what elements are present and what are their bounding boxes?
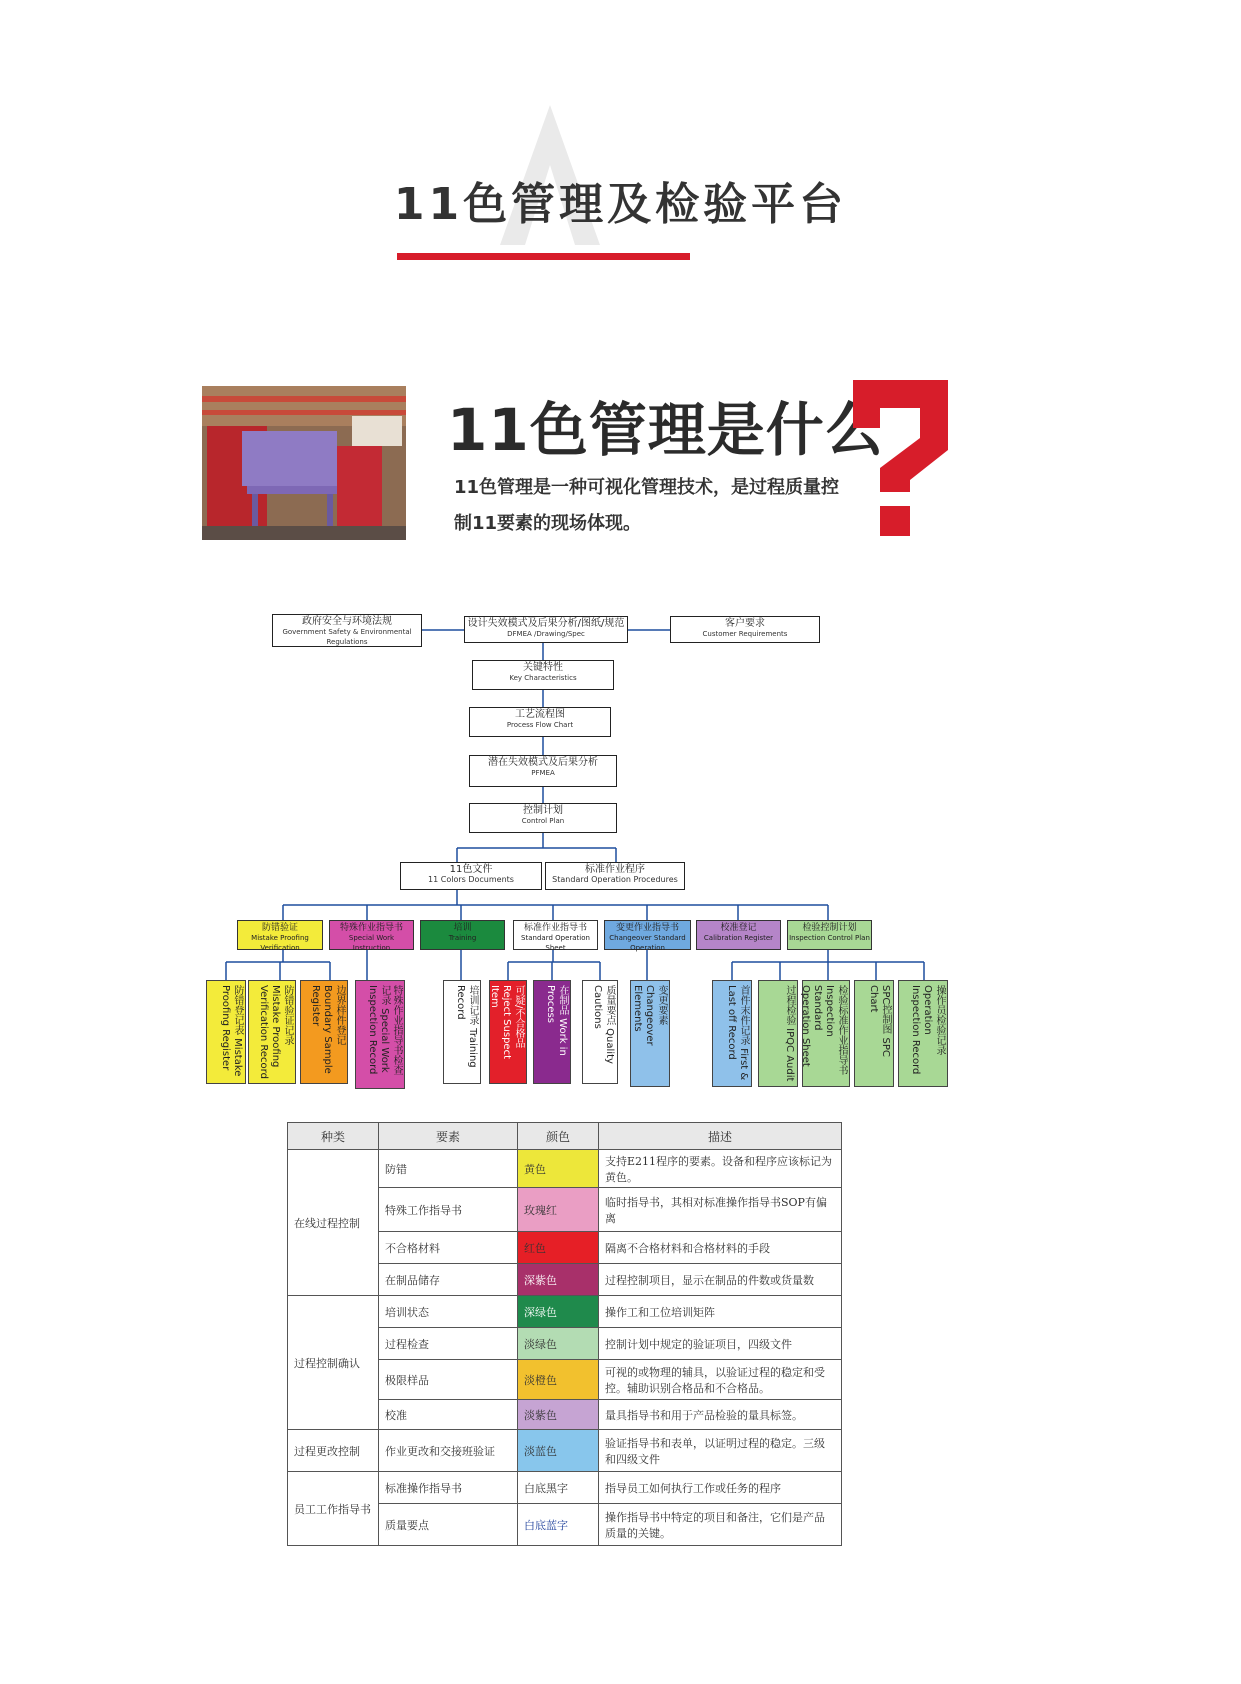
eleven-color-table [287, 1122, 842, 1546]
category-changeover [604, 920, 691, 950]
leaf-boundary-sample: 边界样件登记 Boundary Sample Register [300, 980, 348, 1084]
leaf-changeover-elements: 变更要素 Changeover Elements [630, 980, 670, 1087]
category-inspection-plan [787, 920, 872, 950]
leaf-reject-suspect: 可疑/不合格品 Reject Suspect Item [489, 980, 527, 1084]
category-special-work [329, 920, 414, 950]
leaf-special-work-record: 特殊作业指导书检查记录 Special Work Inspection Record [355, 980, 405, 1089]
category-cell: 过程更改控制 [288, 1430, 379, 1472]
table-row [288, 1150, 842, 1188]
header-element: 要素 [379, 1123, 518, 1150]
desc-cell: 控制计划中规定的验证项目，四级文件 [599, 1328, 842, 1360]
category-cn: 标准作业指导书 [523, 923, 587, 933]
element-cell: 质量要点 [379, 1504, 518, 1546]
flow-box-11-colors [400, 862, 542, 890]
flow-box-en: Standard Operation Procedures [552, 875, 678, 884]
leaf-ipqc-audit: 过程检验 IPQC Audit [758, 980, 798, 1087]
category-cell: 过程控制确认 [288, 1296, 379, 1430]
flow-box-cn: 客户要求 [725, 618, 765, 629]
flow-box-en: Government Safety & Environmental Regulations [282, 628, 412, 646]
category-cn: 特殊作业指导书 [339, 923, 403, 933]
category-cn: 检验控制计划 [802, 923, 857, 933]
flow-box-sop [545, 862, 685, 890]
category-cell: 员工工作指导书 [288, 1472, 379, 1546]
leaf-first-last-off: 首件末件记录 First & Last off Record [712, 980, 752, 1087]
color-cell: 深紫色 [518, 1264, 599, 1296]
leaf-inspection-sos: 检验标准作业指导书 Inspection Standard Operation Sheet [802, 980, 850, 1087]
element-cell: 培训状态 [379, 1296, 518, 1328]
header-description: 描述 [599, 1123, 842, 1150]
category-en: Standard Operation Sheet [521, 934, 590, 952]
desc-cell: 可视的或物理的辅具，以验证过程的稳定和受控。辅助识别合格品和不合格品。 [599, 1360, 842, 1400]
category-cn: 变更作业指导书 [615, 923, 679, 933]
flow-box-cn: 设计失效模式及后果分析/图纸/规范 [467, 618, 625, 629]
element-cell: 极限样品 [379, 1360, 518, 1400]
header-color: 颜色 [518, 1123, 599, 1150]
flow-box-gov-regulations [272, 614, 422, 647]
desc-cell: 支持E211程序的要素。设备和程序应该标记为黄色。 [599, 1150, 842, 1188]
desc-cell: 验证指导书和表单，以证明过程的稳定。三级和四级文件 [599, 1430, 842, 1472]
desc-cell: 量具指导书和用于产品检验的量具标签。 [599, 1400, 842, 1430]
table-header-row [288, 1123, 842, 1150]
element-cell: 作业更改和交接班验证 [379, 1430, 518, 1472]
flow-box-en: Process Flow Chart [506, 721, 574, 729]
desc-cell: 指导员工如何执行工作或任务的程序 [599, 1472, 842, 1504]
desc-cell: 操作指导书中特定的项目和备注，它们是产品质量的关键。 [599, 1504, 842, 1546]
category-cn: 培训 [453, 923, 472, 933]
leaf-operation-inspection: 操作员检验记录 Operation Inspection Record [898, 980, 948, 1087]
color-cell: 淡紫色 [518, 1400, 599, 1430]
category-en: Inspection Control Plan [789, 934, 870, 942]
element-cell: 防错 [379, 1150, 518, 1188]
flow-box-process-flow [469, 707, 611, 737]
intro-text: 11色管理是一种可视化管理技术，是过程质量控制11要素的现场体现。 [454, 477, 840, 534]
desc-cell: 过程控制项目，显示在制品的件数或货量数 [599, 1264, 842, 1296]
flow-box-cn: 11色文件 [449, 864, 493, 875]
leaf-work-in-process: 在制品 Work in Process [533, 980, 571, 1084]
category-cn: 防错验证 [261, 923, 298, 933]
category-en: Special Work Instruction [348, 934, 395, 952]
category-en: Calibration Register [703, 934, 774, 942]
category-en: Changeover Standard Operation [609, 934, 686, 952]
element-cell: 校准 [379, 1400, 518, 1430]
color-cell: 淡绿色 [518, 1328, 599, 1360]
table-row [288, 1296, 842, 1328]
flow-box-en: DFMEA /Drawing/Spec [507, 630, 585, 638]
category-en: Mistake Proofing Verification [251, 934, 309, 952]
flow-box-cn: 政府安全与环境法规 [302, 616, 392, 627]
color-cell: 白底黑字 [518, 1472, 599, 1504]
category-training [420, 920, 505, 950]
category-standard-operation [513, 920, 598, 950]
color-cell: 黄色 [518, 1150, 599, 1188]
category-cell: 在线过程控制 [288, 1150, 379, 1296]
category-cn: 校准登记 [720, 923, 757, 933]
leaf-mistake-proofing-register: 防错登记表 Mistake Proofing Register [206, 980, 246, 1084]
flow-box-cn: 标准作业程序 [585, 864, 645, 875]
element-cell: 特殊工作指导书 [379, 1188, 518, 1232]
flow-box-cn: 潜在失效模式及后果分析 [488, 757, 598, 768]
header-category: 种类 [288, 1123, 379, 1150]
flow-box-dfmea [464, 616, 628, 643]
desc-cell: 临时指导书，其相对标准操作指导书SOP有偏离 [599, 1188, 842, 1232]
element-cell: 标准操作指导书 [379, 1472, 518, 1504]
table-row [288, 1430, 842, 1472]
leaf-training-record: 培训记录 Training Record [443, 980, 481, 1084]
flow-box-en: Customer Requirements [702, 630, 788, 638]
flow-box-key-characteristics [472, 660, 614, 690]
flow-box-cn: 关键特性 [523, 662, 563, 673]
flow-box-pfmea [469, 755, 617, 787]
leaf-quality-cautions: 质量要点 Quality Cautions [582, 980, 618, 1084]
desc-cell: 隔离不合格材料和合格材料的手段 [599, 1232, 842, 1264]
flow-box-en: PFMEA [531, 769, 555, 777]
element-cell: 不合格材料 [379, 1232, 518, 1264]
flow-box-cn: 控制计划 [523, 805, 563, 816]
flow-box-customer-req [670, 616, 820, 643]
color-cell: 淡蓝色 [518, 1430, 599, 1472]
color-cell: 玫瑰红 [518, 1188, 599, 1232]
leaf-mistake-proofing-record: 防错验证记录 Mistake Proofing Verification Record [248, 980, 296, 1084]
leaf-spc-chart: SPC控制图 SPC Chart [854, 980, 894, 1087]
flow-box-cn: 工艺流程图 [515, 709, 565, 720]
element-cell: 在制品储存 [379, 1264, 518, 1296]
flow-box-control-plan [469, 803, 617, 833]
desc-cell: 操作工和工位培训矩阵 [599, 1296, 842, 1328]
color-cell: 白底蓝字 [518, 1504, 599, 1546]
element-cell: 过程检查 [379, 1328, 518, 1360]
category-calibration [696, 920, 781, 950]
category-en: Training [448, 934, 477, 942]
table-row [288, 1472, 842, 1504]
category-mistake-proofing [237, 920, 323, 950]
page-title: 11色管理及检验平台 [393, 179, 848, 230]
flow-box-en: Key Characteristics [509, 674, 577, 682]
flow-box-en: Control Plan [521, 817, 565, 825]
flow-box-en: 11 Colors Documents [428, 875, 514, 884]
section-heading: 11色管理是什么 [447, 396, 884, 464]
color-cell: 淡橙色 [518, 1360, 599, 1400]
color-cell: 红色 [518, 1232, 599, 1264]
color-cell: 深绿色 [518, 1296, 599, 1328]
